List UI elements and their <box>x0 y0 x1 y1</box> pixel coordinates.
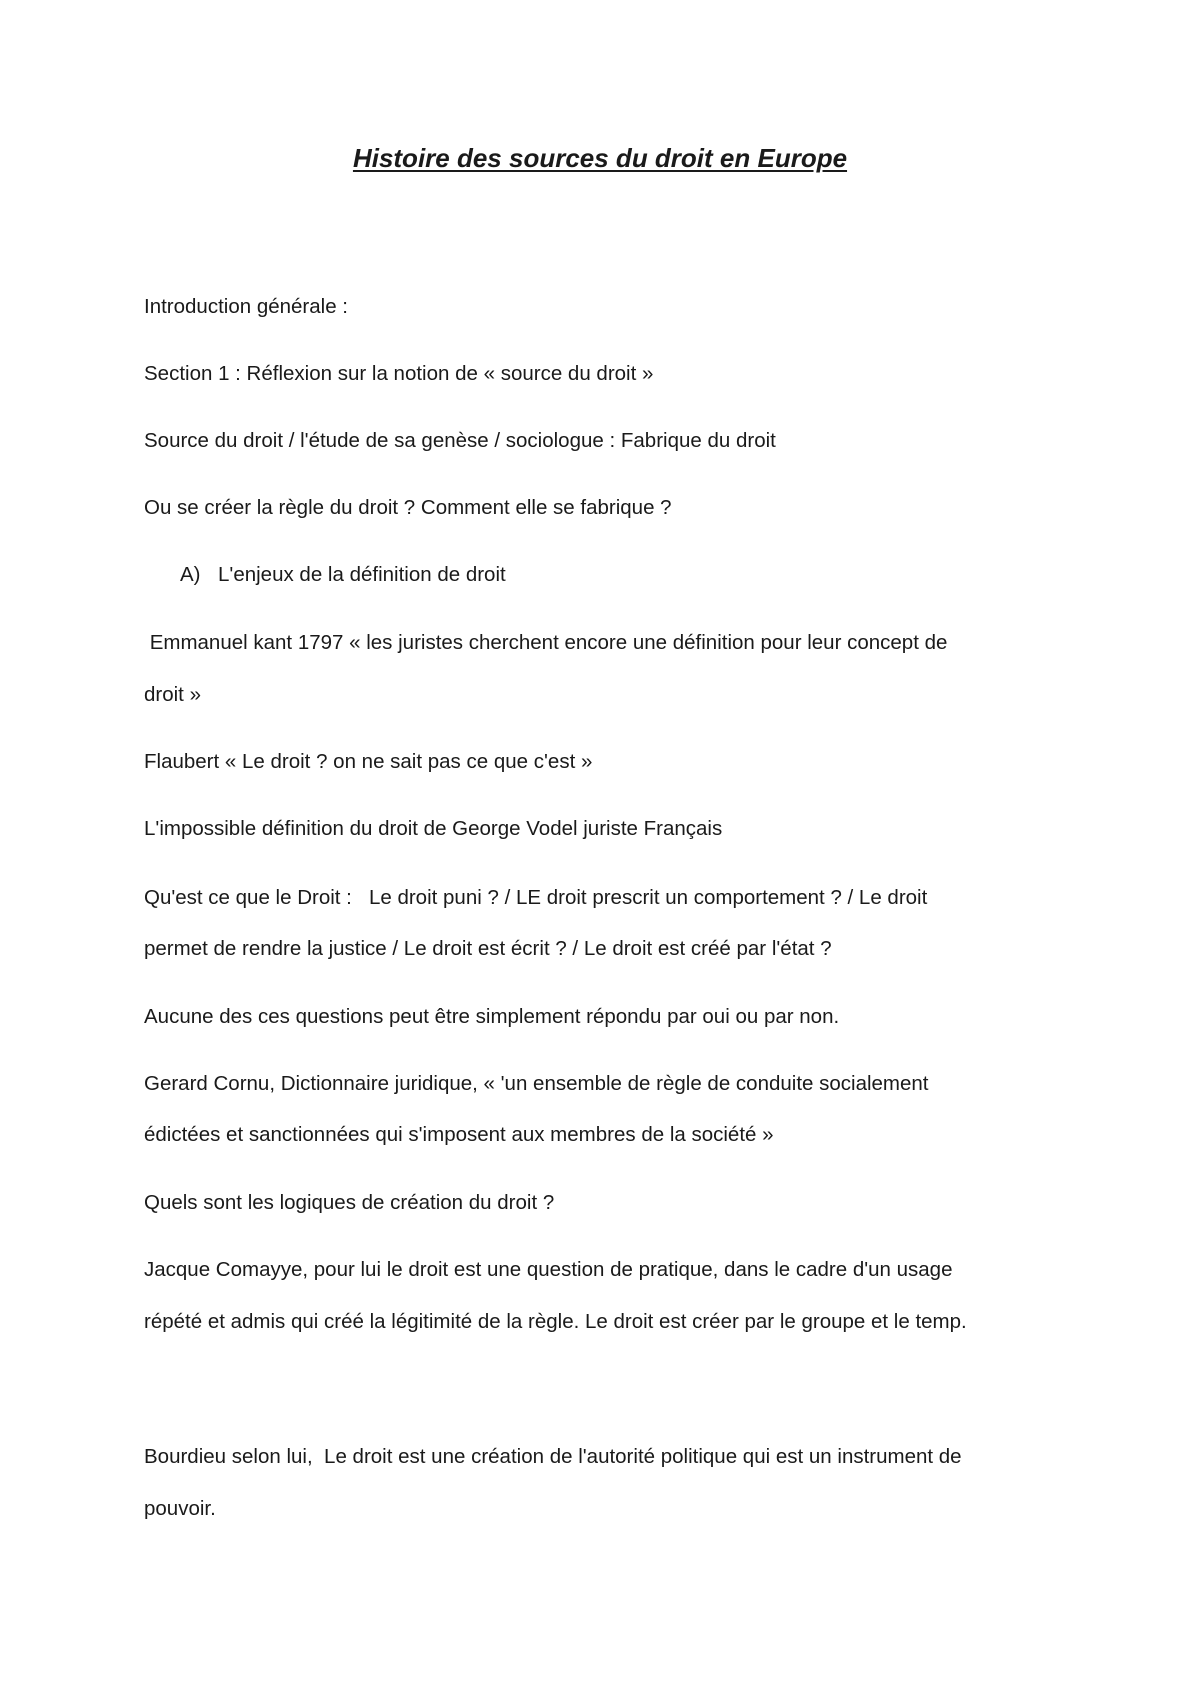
subsection-title: L'enjeux de la définition de droit <box>218 563 506 586</box>
paragraph-line: Bourdieu selon lui, Le droit est une création de l'autorité politique qui est un instrument de <box>144 1445 962 1468</box>
paragraph-line: Quels sont les logiques de création du droit ? <box>144 1191 555 1214</box>
paragraph-line: Gerard Cornu, Dictionnaire juridique, « 'un ensemble de règle de conduite socialement <box>144 1072 929 1095</box>
subsection-marker: A) <box>180 563 201 586</box>
paragraph-line: pouvoir. <box>144 1497 216 1520</box>
paragraph-line: Emmanuel kant 1797 « les juristes cherchent encore une définition pour leur concept de <box>144 631 948 654</box>
paragraph-line: Source du droit / l'étude de sa genèse / sociologue : Fabrique du droit <box>144 429 776 452</box>
paragraph-line: droit » <box>144 683 201 706</box>
section-1-heading: Section 1 : Réflexion sur la notion de « source du droit » <box>144 362 654 385</box>
paragraph-line: Jacque Comayye, pour lui le droit est une question de pratique, dans le cadre d'un usage <box>144 1258 953 1281</box>
paragraph-line: édictées et sanctionnées qui s'imposent aux membres de la société » <box>144 1123 774 1146</box>
intro-heading: Introduction générale : <box>144 295 348 318</box>
paragraph-line: Flaubert « Le droit ? on ne sait pas ce que c'est » <box>144 750 593 773</box>
paragraph-line: Qu'est ce que le Droit : Le droit puni ? / LE droit prescrit un comportement ? / Le droit <box>144 886 928 909</box>
paragraph-line: permet de rendre la justice / Le droit est écrit ? / Le droit est créé par l'état ? <box>144 937 832 960</box>
paragraph-line: Aucune des ces questions peut être simplement répondu par oui ou par non. <box>144 1005 840 1028</box>
document-title: Histoire des sources du droit en Europe <box>352 143 848 173</box>
paragraph-line: répété et admis qui créé la légitimité de la règle. Le droit est créer par le groupe et le temp. <box>144 1310 967 1333</box>
paragraph-line: L'impossible définition du droit de George Vodel juriste Français <box>144 817 723 840</box>
subsection-heading <box>180 562 1100 588</box>
paragraph-line: Ou se créer la règle du droit ? Comment elle se fabrique ? <box>144 496 672 519</box>
